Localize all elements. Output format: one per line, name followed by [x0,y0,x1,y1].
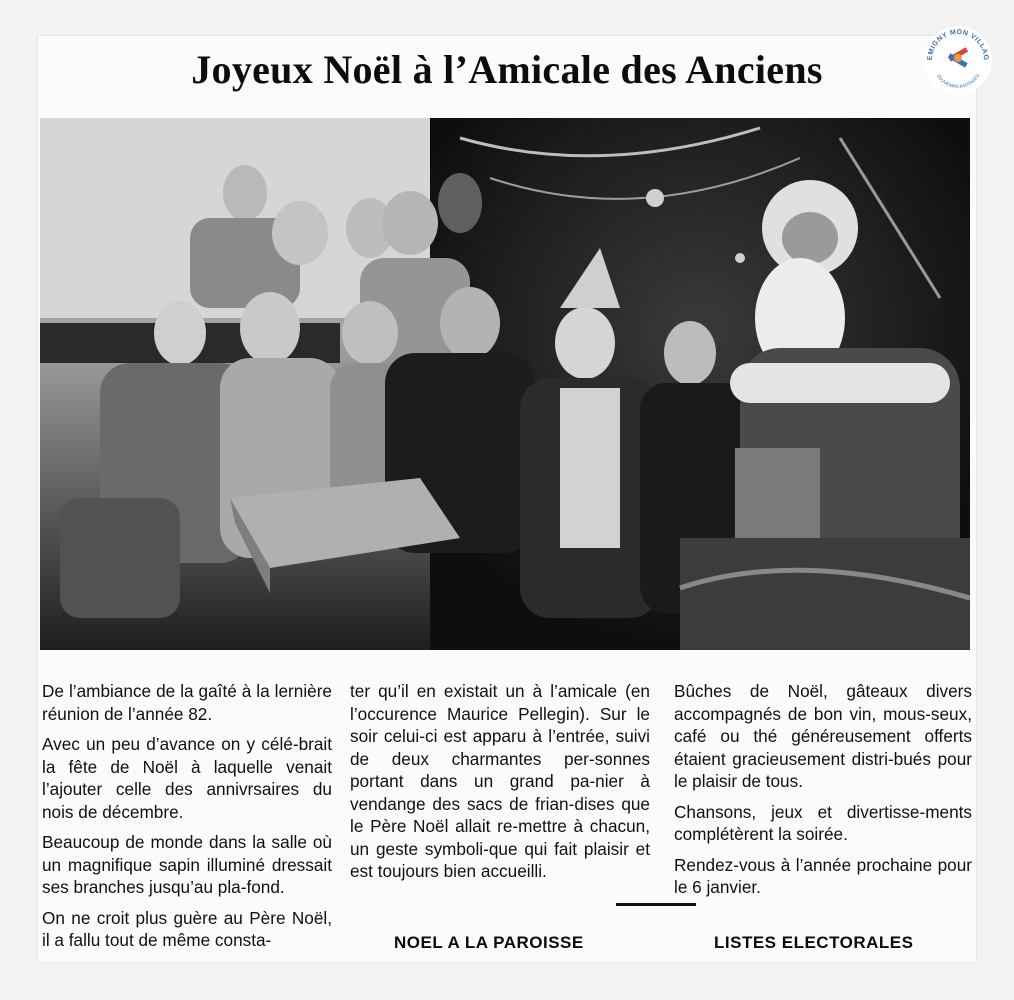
logo-badge-icon [922,24,994,96]
article-column-1 [42,680,332,960]
paragraph: Avec un peu d’avance on y célé-brait la fête de Noël à laquelle venait l’ajouter celle des annivrsaires du nois de décembre. [42,734,332,822]
group-photo-image [40,118,970,650]
article-column-2 [350,680,650,891]
article-photo [40,118,970,650]
demigny-logo [922,24,994,96]
article-column-3 [674,680,972,907]
subhead-listes-electorales: LISTES ELECTORALES [714,933,914,952]
paragraph: Beaucoup de monde dans la salle où un magnifique sapin illuminé dressait ses branches jusqu’au pla-fond. [42,832,332,897]
newspaper-clipping [38,36,976,962]
section-divider [616,903,696,906]
logo-bottom-text: SOUVENIRS PARTAGÉS [935,73,981,90]
paragraph: ter qu’il en existait un à l’amicale (en l’occurence Maurice Pellegin). Sur le soir celui-ci est apparu à l’entrée, suivi de deux charmantes per-sonnes portant dans un grand pa-nier à vendange des sacs de frian-dises que le Père Noël allait re-mettre à chacun, un geste symboli-que qui fait plaisir et est toujours bien accueilli. [350,681,650,881]
paragraph: Rendez-vous à l’année prochaine pour le 6 janvier. [674,854,972,897]
logo-top-text: EMIGNY MON VILLAG [926,28,990,61]
paragraph: Chansons, jeux et divertisse-ments complétèrent la soirée. [674,801,972,844]
subhead-paroisse: NOEL A LA PAROISSE [394,933,584,952]
paragraph: Bûches de Noël, gâteaux divers accompagnés de bon vin, mous-seux, café ou thé généreusement offerts étaient gracieusement distri-bués pour le plaisir de tous. [674,681,972,791]
paragraph: On ne croit plus guère au Père Noël, il a fallu tout de même consta- [42,907,332,950]
paragraph: De l’ambiance de la gaîté à la lernière réunion de l’année 82. [42,681,332,724]
article-headline: Joyeux Noël à l’Amicale des Anciens [191,47,823,92]
